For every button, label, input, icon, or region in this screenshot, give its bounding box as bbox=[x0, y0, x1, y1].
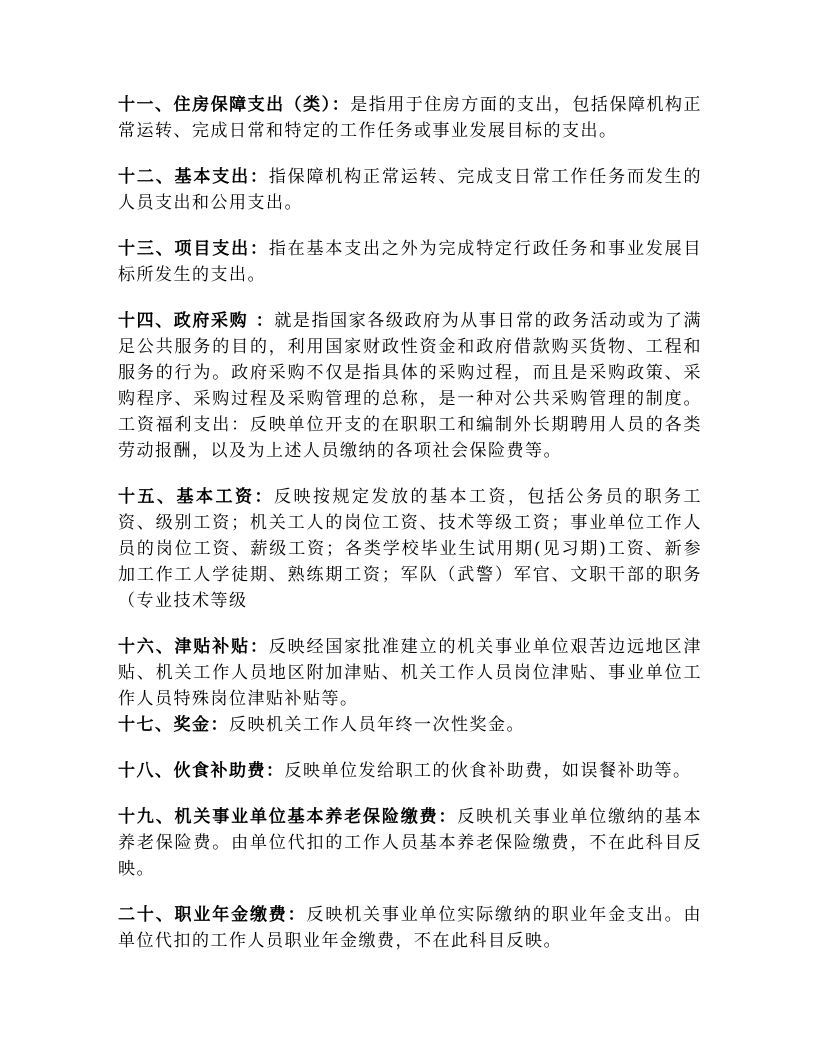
definition-paragraph-19 bbox=[118, 804, 702, 882]
document-content bbox=[118, 92, 702, 974]
term-definition-17: 反映机关工作人员年终一次性奖金。 bbox=[229, 715, 525, 735]
definition-paragraph-13 bbox=[118, 236, 702, 288]
term-definition-12: 指保障机构正常运转、完成支日常工作任务而发生的人员支出和公用支出。 bbox=[118, 167, 703, 213]
term-heading-13: 十三、项目支出： bbox=[118, 239, 269, 259]
term-heading-16: 十六、津贴补贴： bbox=[118, 637, 269, 657]
term-definition-14: 就是指国家各级政府为从事日常的政务活动或为了满足公共服务的目的，利用国家财政性资金和政府借款购买货物、工程和服务的行为。政府采购不仅是指具体的采购过程，而且是采购政策、采购程序、采购过程及采购管理的总称，是一种对公共采购管理的制度。工资福利支出：反映单位开支的在职职工和编制外长期聘用人员的各类劳动报酬，以及为上述人员缴纳的各项社会保险费等。 bbox=[118, 311, 702, 461]
term-heading-15: 十五、基本工资： bbox=[118, 487, 274, 507]
term-definition-13: 指在基本支出之外为完成特定行政任务和事业发展目标所发生的支出。 bbox=[118, 239, 703, 285]
term-heading-14: 十四、政府采购 ： bbox=[118, 311, 275, 331]
term-definition-15: 反映按规定发放的基本工资，包括公务员的职务工资、级别工资；机关工人的岗位工资、技术等级工资；事业单位工作人员的岗位工资、薪级工资；各类学校毕业生试用期(见习期)工资、新参加工作工人学徒期、熟练期工资；军队（武警）军官、文职干部的职务（专业技术等级 bbox=[118, 487, 702, 611]
term-definition-19: 反映机关事业单位缴纳的基本养老保险费。由单位代扣的工作人员基本养老保险缴费，不在此科目反映。 bbox=[118, 807, 703, 879]
definition-paragraph-17 bbox=[118, 712, 702, 738]
term-definition-18: 反映单位发给职工的伙食补助费，如误餐补助等。 bbox=[284, 761, 692, 781]
term-heading-20: 二十、职业年金缴费： bbox=[118, 905, 307, 925]
definition-paragraph-20 bbox=[118, 902, 702, 954]
term-heading-12: 十二、基本支出： bbox=[118, 167, 269, 187]
definition-paragraph-18 bbox=[118, 758, 702, 784]
definition-paragraph-11 bbox=[118, 92, 702, 144]
definition-paragraph-16 bbox=[118, 634, 702, 712]
term-heading-18: 十八、伙食补助费： bbox=[118, 761, 285, 781]
term-definition-11: 是指用于住房方面的支出，包括保障机构正常运转、完成日常和特定的工作任务或事业发展目标的支出。 bbox=[118, 95, 703, 141]
definition-paragraph-12 bbox=[118, 164, 702, 216]
term-heading-11: 十一、住房保障支出（类）： bbox=[118, 95, 351, 115]
term-definition-16: 反映经国家批准建立的机关事业单位艰苦边远地区津贴、机关工作人员地区附加津贴、机关工作人员岗位津贴、事业单位工作人员特殊岗位津贴补贴等。 bbox=[118, 637, 703, 709]
definition-paragraph-14 bbox=[118, 308, 702, 464]
term-definition-20: 反映机关事业单位实际缴纳的职业年金支出。由单位代扣的工作人员职业年金缴费，不在此科目反映。 bbox=[118, 905, 702, 951]
definition-paragraph-15 bbox=[118, 484, 702, 614]
term-heading-17: 十七、奖金： bbox=[118, 715, 229, 735]
term-heading-19: 十九、机关事业单位基本养老保险缴费： bbox=[118, 807, 458, 827]
